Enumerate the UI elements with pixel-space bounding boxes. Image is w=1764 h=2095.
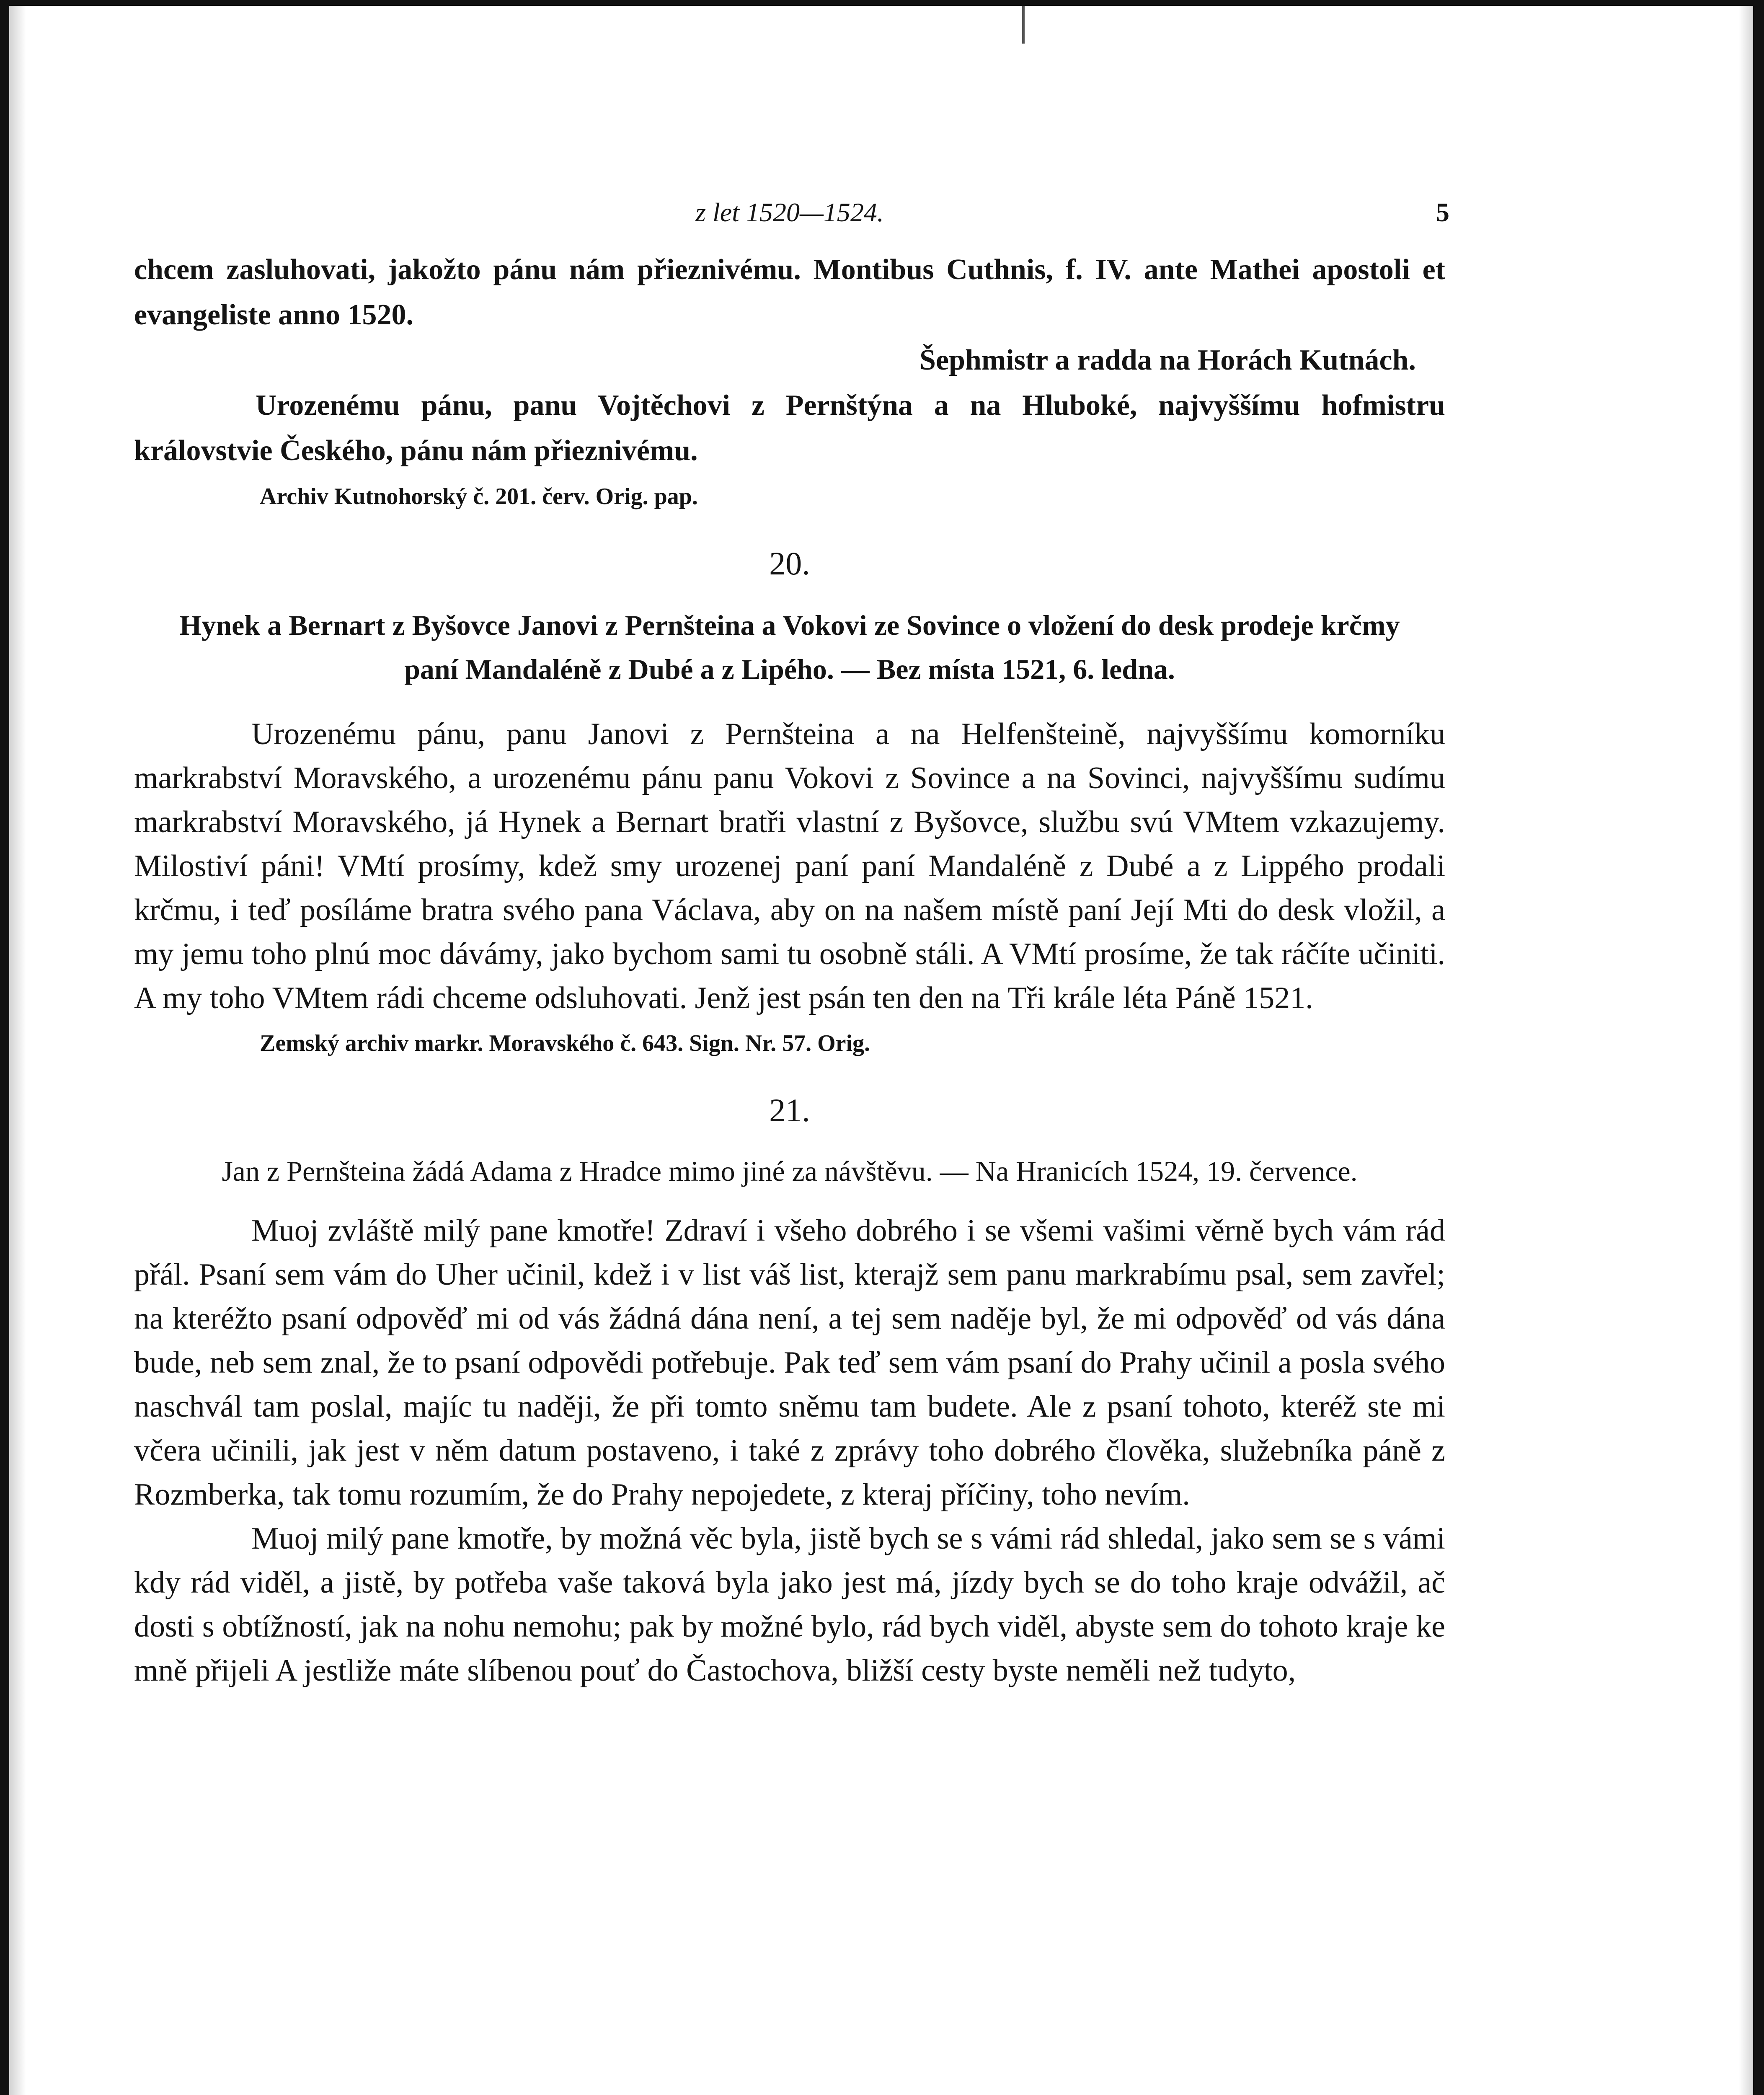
page-number: 5	[1436, 197, 1449, 227]
running-head	[134, 197, 1449, 247]
page-edge-shadow-left	[9, 6, 26, 2095]
running-title: z let 1520—1524.	[695, 197, 884, 227]
doc19-source-note: Archiv Kutnohorský č. 201. červ. Orig. pap.	[260, 484, 698, 510]
doc21-regest: Jan z Pernšteina žádá Adama z Hradce mimo jiné za návštěvu. — Na Hranicích 1524, 19. července.	[222, 1155, 1358, 1187]
doc20-number: 20.	[769, 545, 810, 582]
doc20-text: Urozenému pánu, panu Janovi z Pernšteina a na Helfenšteině, najvyššímu komorníku markrabství Moravského, a urozenému pánu panu Vokovi z Sovince a na Sovinci, najvyššímu sudímu markrabství Moravského, já Hynek a Bernart bratři vlastní z Byšovce, službu svú VMtem vzkazujemy. Milostiví páni! VMtí prosímy, kdež smy urozenej paní paní Mandaléně z Dubé a z Lippého prodali krčmu, i teď posíláme bratra svého pana Václava, aby on na našem místě paní Její Mti do desk vložil, a my jemu toho plnú moc dávámy, jako bychom sami tu osobně stáli. A VMtí prosíme, že tak ráčíte učiniti. A my toho VMtem rádi chceme odsluhovati. Jenž jest psán ten den na Tři krále léta Páně 1521.	[134, 717, 1445, 1015]
doc19-closing-paragraph: chcem zasluhovati, jakožto pánu nám přieznivému. Montibus Cuthnis, f. IV. ante Mathei apostoli et evangeliste anno 1520.	[134, 253, 1445, 331]
doc21-text-paragraph-2: Muoj milý pane kmotře, by možná věc byla, jistě bych se s vámi rád shledal, jako sem se s vámi kdy rád viděl, a jistě, by potřeba vaše taková byla jako jest má, jízdy bych se do toho kraje odvážil, ač dosti s obtížností, jak na nohu nemohu; pak by možné bylo, rád bych viděl, abyste sem do tohoto kraje ke mně přijeli A jestliže máte slíbenou pouť do Častochova, bližší cesty byste neměli než tudyto,	[134, 1521, 1445, 1688]
doc20-source-note: Zemský archiv markr. Moravského č. 643. Sign. Nr. 57. Orig.	[260, 1030, 870, 1056]
doc20-regest: Hynek a Bernart z Byšovce Janovi z Pernšteina a Vokovi ze Sovince o vložení do desk prodeje krčmy paní Mandaléně z Dubé a z Lipého. — Bez místa 1521, 6. ledna.	[179, 609, 1400, 685]
page-edge-shadow-right	[1739, 6, 1753, 2095]
doc21-text-paragraph-1: Muoj zvláště milý pane kmotře! Zdraví i všeho dobrého i se všemi vašimi věrně bych vám rád přál. Psaní sem vám do Uher učinil, kdež i v list váš list, kterajž sem panu markrabímu psal, sem zavřel; na kteréžto psaní odpověď mi od vás žádná dána není, a tej sem naděje byl, že mi odpověď od vás dána bude, neb sem znal, že to psaní odpovědi potřebuje. Pak teď sem vám psaní do Prahy učinil a posla svého naschvál tam poslal, majíc tu naději, že při tomto sněmu tam budete. Ale z psaní tohoto, kteréž ste mi včera učinili, jak jest v něm datum postaveno, i také z zprávy toho dobrého člověka, služebníka páně z Rozmberka, tak tomu rozumím, že do Prahy nepojedete, z kteraj příčiny, toho nevím.	[134, 1213, 1445, 1512]
doc19-address: Urozenému pánu, panu Vojtěchovi z Pernštýna a na Hluboké, najvyššímu hofmistru královstvie Českého, pánu nám přieznivému.	[134, 389, 1445, 467]
doc21-number: 21.	[769, 1092, 810, 1128]
scan-artifact	[1022, 6, 1025, 44]
document-page	[134, 197, 1449, 1693]
doc19-signature: Šephmistr a radda na Horách Kutnách.	[919, 344, 1416, 376]
